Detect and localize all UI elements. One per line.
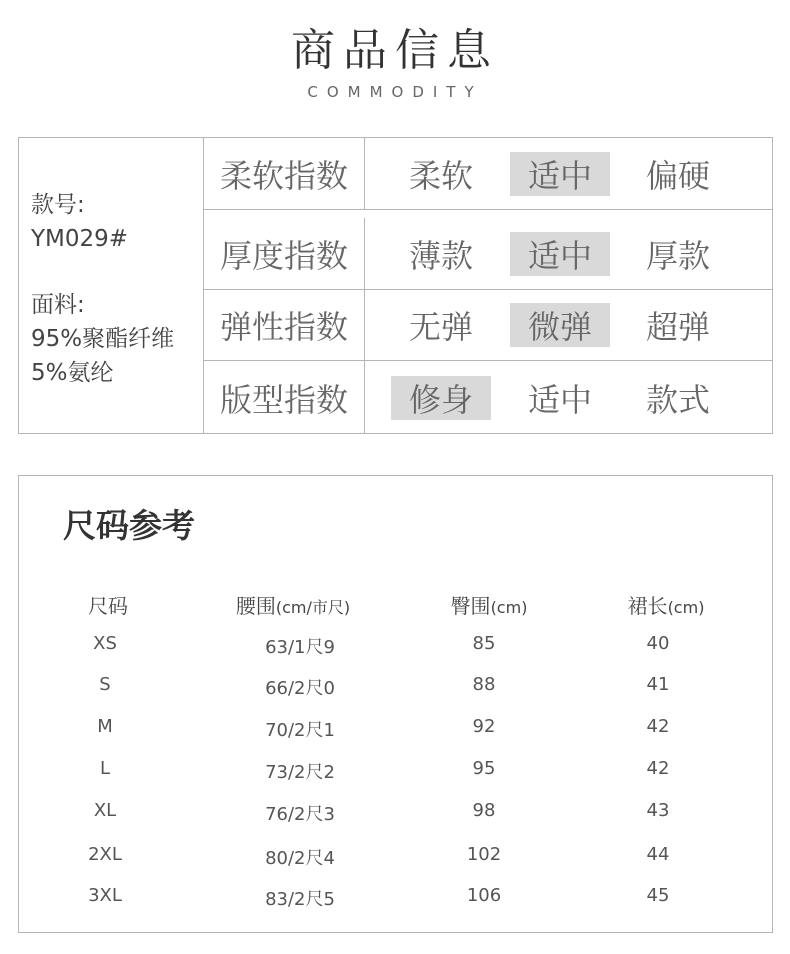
index-option: 微弹 [510,303,610,347]
index-option: 柔软 [408,156,473,195]
column-header-waist: 腰围(cm/市尺) [235,594,351,618]
size-table-cell: L [99,758,111,779]
size-table-cell: 106 [466,885,502,906]
index-label: 弹性指数 [204,289,365,360]
index-option: 厚款 [645,236,710,275]
column-header-size: 尺码 [88,594,128,618]
size-table-cell: 63/1尺9 [265,637,335,658]
size-table-cell: 83/2尺5 [265,889,335,910]
fabric-label: 面料: [31,292,85,318]
size-table-cell: 98 [472,800,496,821]
size-table-cell: 95 [472,758,496,779]
info-left-panel [19,138,204,433]
index-option: 偏硬 [645,156,710,195]
size-table-cell: 70/2尺1 [265,720,335,741]
size-table-cell: 76/2尺3 [265,804,335,825]
index-row-elasticity [204,289,772,361]
size-reference-table [18,475,773,933]
size-table-cell: 44 [646,844,670,865]
fabric-line-2: 5%氨纶 [31,360,114,386]
index-option: 适中 [510,152,610,196]
column-header-hip: 臀围(cm) [450,594,528,618]
page-subtitle: COMMODITY [307,83,483,101]
size-table-cell: 102 [466,844,502,865]
index-option: 修身 [391,376,491,420]
size-table-cell: 40 [646,633,670,654]
size-table-cell: 42 [646,716,670,737]
size-table-cell: 85 [472,633,496,654]
index-row-softness [204,138,772,210]
size-table-cell: 2XL [88,844,122,865]
size-table-cell: S [99,674,111,695]
size-table-cell: 42 [646,758,670,779]
fabric-line-1: 95%聚酯纤维 [31,326,175,352]
index-label: 厚度指数 [204,218,365,289]
size-table-cell: 80/2尺4 [265,848,335,869]
size-table-cell: 88 [472,674,496,695]
index-option: 适中 [527,380,592,419]
index-row-fit [204,361,772,434]
size-table-cell: 92 [472,716,496,737]
index-option: 适中 [510,232,610,276]
index-option: 款式 [645,380,710,419]
index-label: 柔软指数 [204,138,365,209]
style-number-value: YM029# [31,226,129,252]
size-table-cell: XL [93,800,117,821]
size-table-cell: M [97,716,113,737]
size-reference-title: 尺码参考 [63,506,195,545]
style-number-label: 款号: [31,192,85,218]
index-option: 薄款 [408,236,473,275]
size-table-cell: 43 [646,800,670,821]
size-table-cell: 45 [646,885,670,906]
size-table-cell: 3XL [88,885,122,906]
size-table-cell: 73/2尺2 [265,762,335,783]
column-header-skirt-length: 裙长(cm) [627,594,705,618]
size-table-cell: 41 [646,674,670,695]
page-title: 商品信息 [291,25,499,76]
style-number-block [31,188,128,256]
size-table-cell: XS [93,633,117,654]
index-row-thickness [204,218,772,290]
fabric-block [31,288,174,390]
commodity-info-table [18,137,773,434]
index-option: 无弹 [408,307,473,346]
size-table-cell: 66/2尺0 [265,678,335,699]
index-label: 版型指数 [204,361,365,434]
index-option: 超弹 [645,307,710,346]
